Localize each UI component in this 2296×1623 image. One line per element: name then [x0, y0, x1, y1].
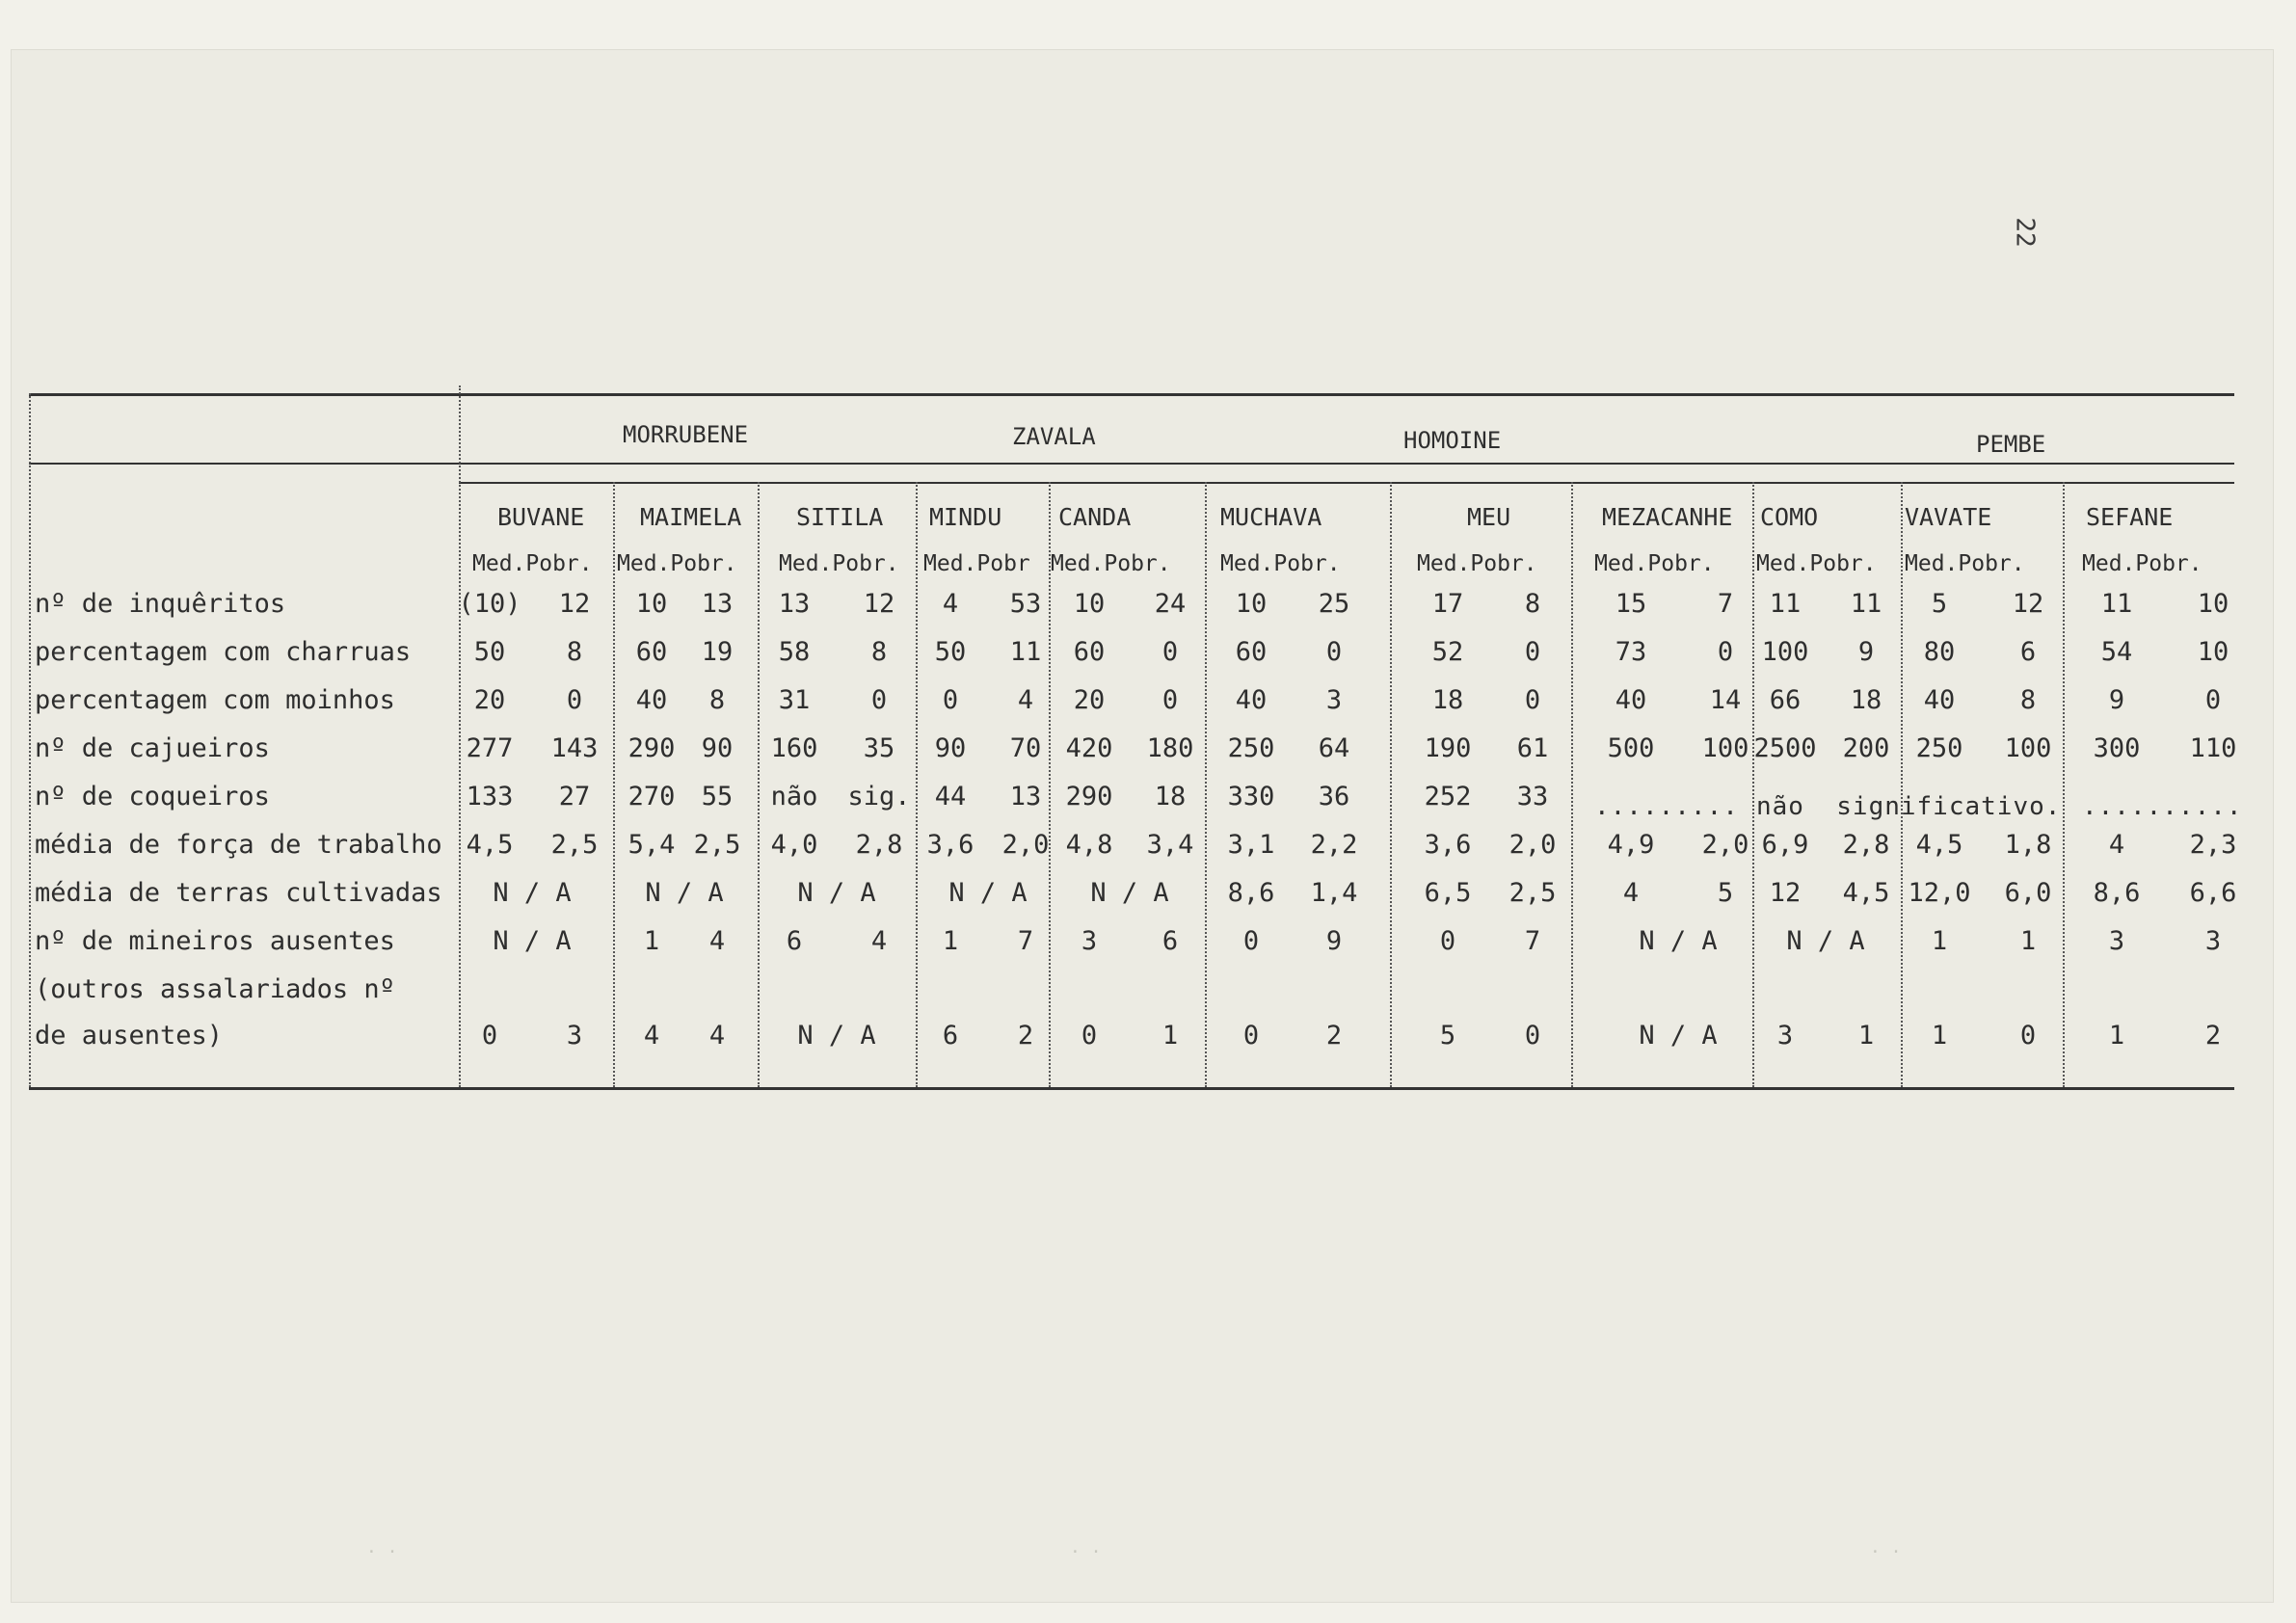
table-cell: (10): [458, 589, 521, 619]
table-cell: 100: [1761, 637, 1809, 667]
table-cell: 40: [1235, 685, 1268, 715]
table-cell: 4: [1622, 878, 1640, 908]
col-divider: [2063, 482, 2065, 1087]
table-cell: 4: [942, 589, 959, 619]
table-cell: 4,5: [1915, 830, 1963, 860]
table-cell: 1: [1931, 1021, 1948, 1051]
row-label: nº de cajueiros: [35, 733, 270, 763]
row-label: nº de inquêritos: [35, 589, 286, 619]
table-cell: 50: [934, 637, 967, 667]
table-cell: 2: [2204, 1021, 2222, 1051]
table-cell: 2,0: [1001, 830, 1050, 860]
table-cell: 8: [2019, 685, 2037, 715]
table-cell: N / A: [645, 878, 724, 908]
village-subheader: Med.Pobr.: [1905, 551, 2025, 576]
table-cell: N / A: [797, 1021, 876, 1051]
region-homoine: HOMOINE: [1403, 427, 1502, 454]
region-morrubene: MORRUBENE: [623, 421, 749, 448]
table-header-rule: [29, 463, 2234, 465]
table-cell: 2,0: [1701, 830, 1749, 860]
table-cell: N / A: [948, 878, 1028, 908]
col-divider: [1901, 482, 1903, 1087]
table-cell: 10: [1073, 589, 1106, 619]
table-cell: 3: [2204, 926, 2222, 956]
village-name: CANDA: [1058, 503, 1132, 531]
table-cell: 4,5: [1842, 878, 1890, 908]
table-cell: 10: [2197, 637, 2229, 667]
table-cell: 250: [1227, 733, 1275, 763]
table-cell: 13: [1009, 782, 1042, 812]
table-cell: 66: [1769, 685, 1802, 715]
table-cell: 8,6: [2093, 878, 2141, 908]
table-cell: 6,5: [1424, 878, 1472, 908]
table-cell: 90: [934, 733, 967, 763]
table-cell: 3: [2108, 926, 2125, 956]
table-cell: 0: [1161, 685, 1179, 715]
table-cell: 0: [942, 685, 959, 715]
table-cell: 290: [1065, 782, 1113, 812]
table-cell: 4: [643, 1021, 660, 1051]
village-subheader: Med.Pobr: [923, 551, 1030, 576]
table-cell: 55: [701, 782, 734, 812]
table-cell: 11: [1769, 589, 1802, 619]
table-cell: 100: [1701, 733, 1749, 763]
punch-mark: · ·: [366, 1542, 398, 1562]
table-cell: 100: [2004, 733, 2052, 763]
table-cell: 60: [635, 637, 668, 667]
table-cell: 90: [701, 733, 734, 763]
table-cell: 4: [1017, 685, 1034, 715]
table-cell: 3,6: [1424, 830, 1472, 860]
table-cell: 13: [701, 589, 734, 619]
table-cell: 6,9: [1761, 830, 1809, 860]
table-cell: 2,5: [693, 830, 741, 860]
table-cell: sig.: [847, 782, 911, 812]
table-cell: 8,6: [1227, 878, 1275, 908]
table-cell: 40: [1923, 685, 1956, 715]
table-cell: 18: [1431, 685, 1464, 715]
table-cell: 33: [1516, 782, 1549, 812]
village-name: MEU: [1467, 503, 1511, 531]
table-cell: 7: [1524, 926, 1541, 956]
region-pembe: PEMBE: [1976, 431, 2046, 458]
table-cell: 1: [942, 926, 959, 956]
col-divider: [1752, 482, 1754, 1087]
table-cell: 10: [635, 589, 668, 619]
village-subheader: Med.Pobr.: [2082, 551, 2203, 576]
village-name: SEFANE: [2086, 503, 2174, 531]
table-cell: 1,8: [2004, 830, 2052, 860]
table-cell: 250: [1915, 733, 1963, 763]
table-cell: 2,8: [1842, 830, 1890, 860]
table-cell: 5: [1439, 1021, 1456, 1051]
table-cell: não: [770, 782, 818, 812]
table-cell: 180: [1146, 733, 1194, 763]
table-cell: 5: [1931, 589, 1948, 619]
table-cell: N / A: [1639, 926, 1718, 956]
table-cell: 1: [1161, 1021, 1179, 1051]
table-cell: 270: [627, 782, 676, 812]
table-cell: 31: [778, 685, 811, 715]
table-cell: 160: [770, 733, 818, 763]
table-cell: N / A: [493, 878, 572, 908]
row-label: percentagem com moinhos: [35, 685, 395, 715]
table-cell: 80: [1923, 637, 1956, 667]
table-cell: 5,4: [627, 830, 676, 860]
table-cell: 0: [1439, 926, 1456, 956]
table-cell: 70: [1009, 733, 1042, 763]
col-divider: [29, 393, 31, 1087]
table-cell: 0: [1325, 637, 1343, 667]
table-cell: 2,3: [2189, 830, 2237, 860]
table-cell: 24: [1154, 589, 1187, 619]
table-cell: 4,0: [770, 830, 818, 860]
table-cell: 13: [778, 589, 811, 619]
table-cell: 73: [1615, 637, 1647, 667]
table-cell: 3,1: [1227, 830, 1275, 860]
table-cell: 52: [1431, 637, 1464, 667]
table-cell: N / A: [797, 878, 876, 908]
coqueiros-dots-left: .........: [1594, 792, 1739, 821]
table-cell: N / A: [1639, 1021, 1718, 1051]
table-cell: 0: [566, 685, 583, 715]
table-cell: 9: [1857, 637, 1875, 667]
region-zavala: ZAVALA: [1012, 423, 1096, 450]
table-cell: 64: [1318, 733, 1350, 763]
table-cell: 0: [1717, 637, 1734, 667]
table-cell: 9: [2108, 685, 2125, 715]
table-cell: 60: [1073, 637, 1106, 667]
table-cell: 7: [1017, 926, 1034, 956]
table-cell: 4: [870, 926, 888, 956]
table-cell: N / A: [1090, 878, 1169, 908]
table-cell: 36: [1318, 782, 1350, 812]
table-cell: 2,0: [1508, 830, 1557, 860]
village-name: MUCHAVA: [1220, 503, 1322, 531]
table-cell: 110: [2189, 733, 2237, 763]
table-cell: 1: [1857, 1021, 1875, 1051]
table-cell: 4,9: [1607, 830, 1655, 860]
table-cell: 20: [1073, 685, 1106, 715]
village-subheader: Med.Pobr.: [1051, 551, 1171, 576]
row-label: de ausentes): [35, 1021, 224, 1051]
table-subheader-rule: [459, 482, 2234, 484]
table-cell: 0: [1242, 926, 1260, 956]
table-cell: 290: [627, 733, 676, 763]
table-cell: 54: [2100, 637, 2133, 667]
village-subheader: Med.Pobr.: [779, 551, 899, 576]
table-cell: 9: [1325, 926, 1343, 956]
table-cell: 1: [2019, 926, 2037, 956]
table-cell: 200: [1842, 733, 1890, 763]
table-cell: 6: [942, 1021, 959, 1051]
table-cell: 2,5: [1508, 878, 1557, 908]
village-name: VAVATE: [1905, 503, 1992, 531]
table-cell: 27: [558, 782, 591, 812]
table-cell: 7: [1717, 589, 1734, 619]
table-cell: 8: [870, 637, 888, 667]
table-cell: 0: [1524, 685, 1541, 715]
table-cell: 17: [1431, 589, 1464, 619]
village-subheader: Med.Pobr.: [1417, 551, 1537, 576]
table-cell: 0: [1161, 637, 1179, 667]
table-cell: 61: [1516, 733, 1549, 763]
table-cell: 40: [635, 685, 668, 715]
village-subheader: Med.Pobr.: [472, 551, 593, 576]
table-cell: 0: [481, 1021, 498, 1051]
table-cell: 420: [1065, 733, 1113, 763]
table-cell: 252: [1424, 782, 1472, 812]
table-cell: 2,8: [855, 830, 903, 860]
village-name: MINDU: [929, 503, 1002, 531]
table-cell: 40: [1615, 685, 1647, 715]
table-cell: 11: [1009, 637, 1042, 667]
village-subheader: Med.Pobr.: [1756, 551, 1877, 576]
table-cell: 11: [1850, 589, 1882, 619]
table-cell: 300: [2093, 733, 2141, 763]
coqueiros-note-text: não significativo.: [1756, 792, 2062, 821]
table-cell: 500: [1607, 733, 1655, 763]
table-cell: 5: [1717, 878, 1734, 908]
row-label: nº de coqueiros: [35, 782, 270, 812]
table-cell: 25: [1318, 589, 1350, 619]
village-name: MEZACANHE: [1602, 503, 1733, 531]
table-cell: 4,8: [1065, 830, 1113, 860]
table-cell: 44: [934, 782, 967, 812]
village-subheader: Med.Pobr.: [1594, 551, 1715, 576]
table-cell: 3: [1081, 926, 1098, 956]
table-cell: N / A: [1786, 926, 1865, 956]
table-cell: 0: [1524, 637, 1541, 667]
table-cell: 3: [1776, 1021, 1794, 1051]
table-cell: 12: [2012, 589, 2044, 619]
table-cell: 6: [2019, 637, 2037, 667]
table-cell: 4: [708, 926, 726, 956]
table-cell: N / A: [493, 926, 572, 956]
table-cell: 3,6: [926, 830, 974, 860]
punch-mark: · ·: [1070, 1542, 1102, 1562]
table-cell: 190: [1424, 733, 1472, 763]
table-cell: 12: [558, 589, 591, 619]
table-cell: 15: [1615, 589, 1647, 619]
table-cell: 50: [473, 637, 506, 667]
coqueiros-dots-right: ..........: [2082, 792, 2243, 821]
table-cell: 2,5: [550, 830, 599, 860]
table-cell: 19: [701, 637, 734, 667]
table-cell: 330: [1227, 782, 1275, 812]
table-cell: 8: [566, 637, 583, 667]
table-cell: 2: [1017, 1021, 1034, 1051]
table-cell: 6,6: [2189, 878, 2237, 908]
table-cell: 3: [566, 1021, 583, 1051]
table-cell: 6: [1161, 926, 1179, 956]
table-cell: 12: [1769, 878, 1802, 908]
village-name: BUVANE: [497, 503, 585, 531]
table-cell: 0: [870, 685, 888, 715]
table-cell: 58: [778, 637, 811, 667]
row-label: (outros assalariados nº: [35, 974, 395, 1004]
table-cell: 4,5: [466, 830, 514, 860]
row-label: média de força de trabalho: [35, 830, 442, 860]
table-cell: 2,2: [1310, 830, 1358, 860]
table-cell: 0: [1081, 1021, 1098, 1051]
table-top-rule: [29, 393, 2234, 396]
table-cell: 2: [1325, 1021, 1343, 1051]
table-cell: 2500: [1753, 733, 1817, 763]
table-cell: 1: [1931, 926, 1948, 956]
table-cell: 0: [1524, 1021, 1541, 1051]
village-name: SITILA: [796, 503, 884, 531]
village-subheader: Med.Pobr.: [1220, 551, 1341, 576]
table-cell: 12: [863, 589, 895, 619]
table-cell: 35: [863, 733, 895, 763]
table-cell: 1: [643, 926, 660, 956]
table-cell: 0: [1242, 1021, 1260, 1051]
village-subheader: Med.Pobr.: [617, 551, 737, 576]
village-name: MAIMELA: [640, 503, 742, 531]
table-cell: 277: [466, 733, 514, 763]
table-bottom-rule: [29, 1087, 2234, 1090]
table-cell: 14: [1709, 685, 1742, 715]
table-cell: 10: [2197, 589, 2229, 619]
table-cell: 3,4: [1146, 830, 1194, 860]
village-name: COMO: [1760, 503, 1819, 531]
table-cell: 143: [550, 733, 599, 763]
table-cell: 6,0: [2004, 878, 2052, 908]
table-cell: 1: [2108, 1021, 2125, 1051]
table-cell: 1,4: [1310, 878, 1358, 908]
table-cell: 11: [2100, 589, 2133, 619]
table-cell: 4: [708, 1021, 726, 1051]
table-cell: 60: [1235, 637, 1268, 667]
table-cell: 18: [1154, 782, 1187, 812]
table-cell: 6: [786, 926, 803, 956]
row-label: percentagem com charruas: [35, 637, 412, 667]
table-cell: 18: [1850, 685, 1882, 715]
page-number: 22: [2010, 217, 2040, 248]
punch-mark: · ·: [1870, 1542, 1902, 1562]
table-cell: 133: [466, 782, 514, 812]
row-label: nº de mineiros ausentes: [35, 926, 395, 956]
table-cell: 20: [473, 685, 506, 715]
row-label: média de terras cultivadas: [35, 878, 442, 908]
table-cell: 0: [2019, 1021, 2037, 1051]
table-cell: 10: [1235, 589, 1268, 619]
document-sheet: [12, 50, 2273, 1602]
table-cell: 53: [1009, 589, 1042, 619]
table-cell: 0: [2204, 685, 2222, 715]
table-cell: 3: [1325, 685, 1343, 715]
table-cell: 12,0: [1908, 878, 1971, 908]
table-cell: 8: [708, 685, 726, 715]
table-cell: 8: [1524, 589, 1541, 619]
table-cell: 4: [2108, 830, 2125, 860]
